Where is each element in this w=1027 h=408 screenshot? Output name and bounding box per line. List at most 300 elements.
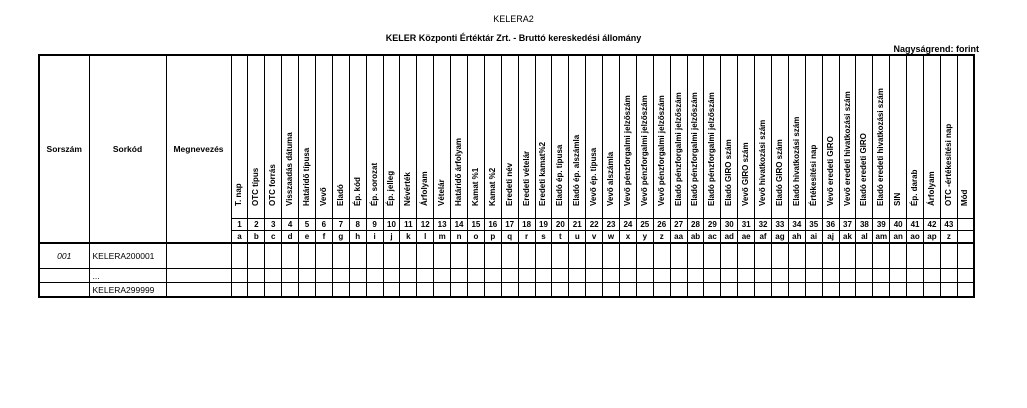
data-cell [282,283,299,298]
data-cell [417,283,434,298]
row-sorszam: 001 [39,243,89,269]
field-label: T. nap [234,183,244,206]
field-header [349,55,366,219]
data-cell [299,269,316,283]
data-cell [400,243,417,269]
field-code: ai [805,231,822,244]
field-code: c [265,231,282,244]
field-code: aa [670,231,687,244]
field-number: 25 [636,219,653,231]
field-header [738,55,755,219]
field-number: 3 [265,219,282,231]
field-header [248,55,265,219]
data-cell [451,243,468,269]
data-cell [839,269,856,283]
field-code: ae [738,231,755,244]
field-label: Eladó [335,184,345,206]
data-cell [484,269,501,283]
data-cell [653,243,670,269]
data-cell [839,243,856,269]
data-cell [619,269,636,283]
field-code: e [299,231,316,244]
data-cell [501,283,518,298]
field-code: ag [772,231,789,244]
data-cell [856,243,873,269]
data-cell [282,243,299,269]
data-cell [603,283,620,298]
field-header [586,55,603,219]
data-cell [670,269,687,283]
data-cell [687,283,704,298]
field-number: 38 [856,219,873,231]
field-number: 1 [231,219,248,231]
data-cell [653,269,670,283]
data-cell [839,283,856,298]
data-cell [501,243,518,269]
field-code: ao [907,231,924,244]
data-cell [772,269,789,283]
field-label: Eladó ép. típusa [555,144,565,206]
field-number: 35 [805,219,822,231]
col-header-sorkod: Sorkód [89,55,166,243]
data-cell [619,283,636,298]
field-label: SIN [893,192,903,206]
field-header [957,55,974,219]
data-cell [687,269,704,283]
field-header [670,55,687,219]
field-code: p [484,231,501,244]
data-cell [366,243,383,269]
field-code: aj [822,231,839,244]
field-header [755,55,772,219]
field-header [366,55,383,219]
field-number: 37 [839,219,856,231]
data-cell [890,283,907,298]
field-label: Eladó GIRO szám [774,139,784,206]
field-label: Vevő ép. típusa [589,147,599,206]
col-header-megnevezes: Megnevezés [166,55,231,243]
data-cell [704,283,721,298]
field-label: Eladó pénzforgalmi jelzőszám [690,92,700,206]
data-cell [856,283,873,298]
data-cell [755,283,772,298]
data-cell [366,283,383,298]
field-number: 31 [738,219,755,231]
row-sorkod: KELERA299999 [89,283,166,298]
field-header [924,55,941,219]
data-cell [366,269,383,283]
data-cell [822,269,839,283]
data-cell [805,269,822,283]
field-header [822,55,839,219]
field-header [400,55,417,219]
data-cell [231,269,248,283]
field-code: z [653,231,670,244]
field-code: w [603,231,620,244]
field-label: Ép. sorozat [369,162,379,206]
field-label: Árfolyam [926,171,936,206]
data-cell [721,269,738,283]
row-sorszam [39,283,89,298]
data-cell [586,283,603,298]
field-label: Vevő eredeti GIRO [825,136,835,206]
data-cell [586,269,603,283]
field-code: ak [839,231,856,244]
field-header [552,55,569,219]
data-cell [451,283,468,298]
field-label: Vevő GIRO szám [741,142,751,206]
field-label: Eladó pénzforgalmi jelzőszám [707,92,717,206]
field-code: q [501,231,518,244]
field-code [957,231,974,244]
data-cell [805,243,822,269]
field-number: 29 [704,219,721,231]
data-cell [957,269,974,283]
data-cell [907,283,924,298]
field-code: n [451,231,468,244]
field-code: a [231,231,248,244]
field-number: 18 [518,219,535,231]
data-cell [231,243,248,269]
field-number: 24 [619,219,636,231]
data-cell [383,243,400,269]
field-header [940,55,957,219]
field-code: j [383,231,400,244]
field-label: Mód [960,189,970,206]
data-cell [603,243,620,269]
field-label: Ép. jelleg [386,170,396,206]
data-cell [248,269,265,283]
data-cell [890,269,907,283]
field-label: Névérték [403,172,413,206]
field-header [332,55,349,219]
data-cell [265,269,282,283]
data-cell [332,243,349,269]
data-cell [417,243,434,269]
field-number: 10 [383,219,400,231]
report-title: KELER Központi Értéktár Zrt. - Bruttó kereskedési állomány [385,33,642,43]
field-header [805,55,822,219]
field-header [839,55,856,219]
field-header [315,55,332,219]
field-code: g [332,231,349,244]
field-header [653,55,670,219]
field-label: OTC forrás [268,164,278,206]
field-number: 36 [822,219,839,231]
field-label: Eredeti kamat%2 [538,141,548,206]
field-number: 23 [603,219,620,231]
field-header [231,55,248,219]
data-cell [940,243,957,269]
data-cell [738,269,755,283]
field-code: o [467,231,484,244]
data-cell [535,269,552,283]
data-cell [670,283,687,298]
field-number: 13 [434,219,451,231]
data-cell [586,243,603,269]
data-cell [434,269,451,283]
data-cell [231,283,248,298]
table-row [39,283,974,298]
field-number: 16 [484,219,501,231]
field-label: Eladó eredeti GIRO [859,133,869,206]
table-row [39,243,974,269]
field-header [907,55,924,219]
data-cell [417,269,434,283]
data-cell [248,243,265,269]
data-cell [636,243,653,269]
data-cell [467,243,484,269]
data-cell [248,283,265,298]
field-code: i [366,231,383,244]
data-cell [907,243,924,269]
field-number: 42 [924,219,941,231]
field-header [417,55,434,219]
data-cell [265,283,282,298]
data-cell [484,243,501,269]
data-cell [535,243,552,269]
field-label: OTC típus [251,167,261,206]
data-cell [653,283,670,298]
field-label: Vevő hivatkozási szám [758,119,768,206]
data-cell [957,283,974,298]
field-number: 14 [451,219,468,231]
field-number: 17 [501,219,518,231]
field-code: u [569,231,586,244]
table-row [39,269,974,283]
data-cell [467,269,484,283]
data-cell [788,269,805,283]
data-cell [738,243,755,269]
field-code: m [434,231,451,244]
data-cell [315,269,332,283]
field-label: Határidő árfolyam [454,137,464,206]
field-label: Ép. kód [352,177,362,206]
data-cell [467,283,484,298]
field-code: y [636,231,653,244]
field-label: Eredeti név [504,162,514,206]
field-header [721,55,738,219]
data-cell [552,283,569,298]
field-label: Eladó GIRO szám [724,139,734,206]
data-cell [451,269,468,283]
field-label: Vevő pénzforgalmi jelzőszám [656,95,666,206]
field-number: 34 [788,219,805,231]
report-table [38,54,975,298]
data-cell [383,269,400,283]
data-cell [738,283,755,298]
data-cell [873,269,890,283]
field-header [873,55,890,219]
report-code: KELERA2 [493,14,534,24]
data-cell [907,269,924,283]
data-cell [434,243,451,269]
row-sorkod: ... [89,269,166,283]
data-cell [315,243,332,269]
field-code: ah [788,231,805,244]
field-header [265,55,282,219]
field-code: f [315,231,332,244]
field-number: 28 [687,219,704,231]
data-cell [400,283,417,298]
field-number: 2 [248,219,265,231]
field-label: Vevő pénzforgalmi jelzőszám [622,95,632,206]
data-cell [755,243,772,269]
unit-label: Nagyságrend: forint [893,44,979,54]
data-cell [349,283,366,298]
data-cell [721,283,738,298]
data-cell [924,269,941,283]
field-number: 19 [535,219,552,231]
data-cell [315,283,332,298]
data-cell [687,243,704,269]
data-cell [383,283,400,298]
data-cell [940,283,957,298]
data-cell [166,269,231,283]
field-number: 43 [940,219,957,231]
field-number: 12 [417,219,434,231]
col-header-sorszam: Sorszám [39,55,89,243]
field-label: Értékesítési nap [808,144,818,206]
field-header [299,55,316,219]
data-cell [166,243,231,269]
field-number: 41 [907,219,924,231]
field-header [856,55,873,219]
field-code: r [518,231,535,244]
field-header [772,55,789,219]
data-cell [265,243,282,269]
data-cell [772,283,789,298]
data-cell [704,269,721,283]
field-number [957,219,974,231]
field-code: af [755,231,772,244]
field-label: Határidő típusa [302,147,311,206]
field-number: 6 [315,219,332,231]
row-sorkod: KELERA200001 [89,243,166,269]
field-code: x [619,231,636,244]
field-code: v [586,231,603,244]
field-code: am [873,231,890,244]
field-number: 5 [299,219,316,231]
data-cell [603,269,620,283]
field-header [501,55,518,219]
data-cell [721,243,738,269]
field-label: Vevő pénzforgalmi jelzőszám [639,95,649,206]
field-label: Eladó hivatkozási szám [791,116,801,206]
data-cell [166,283,231,298]
data-cell [400,269,417,283]
field-label: Kamat %1 [470,167,480,206]
field-code: ac [704,231,721,244]
field-header [383,55,400,219]
data-cell [822,243,839,269]
field-label: Visszaadás dátuma [285,132,295,206]
data-cell [518,283,535,298]
field-code: h [349,231,366,244]
data-cell [518,269,535,283]
field-code: an [890,231,907,244]
field-label: OTC -értékesítési nap [943,123,953,206]
field-header [467,55,484,219]
field-header [788,55,805,219]
data-cell [484,283,501,298]
data-cell [755,269,772,283]
data-cell [788,243,805,269]
field-number: 40 [890,219,907,231]
field-header [687,55,704,219]
data-cell [349,243,366,269]
field-header [603,55,620,219]
field-label: Vevő eredeti hivatkozási szám [842,91,852,206]
field-number: 22 [586,219,603,231]
data-cell [856,269,873,283]
field-label: Eladó ép. alszámla [572,134,582,206]
field-header [636,55,653,219]
row-sorszam [39,269,89,283]
data-cell [552,243,569,269]
field-number: 20 [552,219,569,231]
data-cell [501,269,518,283]
data-cell [670,243,687,269]
field-code: t [552,231,569,244]
field-code: b [248,231,265,244]
field-header [569,55,586,219]
field-label: Vételár [437,179,447,206]
data-cell [805,283,822,298]
field-header [282,55,299,219]
field-number: 4 [282,219,299,231]
data-cell [569,269,586,283]
data-cell [924,243,941,269]
data-cell [957,243,974,269]
field-header [434,55,451,219]
data-cell [924,283,941,298]
field-header [619,55,636,219]
field-number: 27 [670,219,687,231]
field-label: Eladó pénzforgalmi jelzőszám [673,92,683,206]
field-label: Eredeti vételár [521,150,531,206]
field-code: al [856,231,873,244]
field-number: 33 [772,219,789,231]
field-code: z [940,231,957,244]
field-code: k [400,231,417,244]
data-cell [822,283,839,298]
data-cell [704,243,721,269]
data-cell [569,283,586,298]
field-number: 7 [332,219,349,231]
field-label: Eladó eredeti hivatkozási szám [876,88,886,206]
field-label: Vevő [318,187,328,206]
field-code: ap [924,231,941,244]
field-label: Ép. darab [910,169,920,206]
data-cell [299,243,316,269]
data-cell [636,269,653,283]
field-header [890,55,907,219]
data-cell [788,283,805,298]
data-cell [636,283,653,298]
data-cell [772,243,789,269]
data-cell [940,269,957,283]
field-code: l [417,231,434,244]
field-code: s [535,231,552,244]
data-cell [873,243,890,269]
field-header [451,55,468,219]
field-number: 30 [721,219,738,231]
field-number: 21 [569,219,586,231]
field-label: Árfolyam [420,171,430,206]
field-header [484,55,501,219]
field-number: 8 [349,219,366,231]
